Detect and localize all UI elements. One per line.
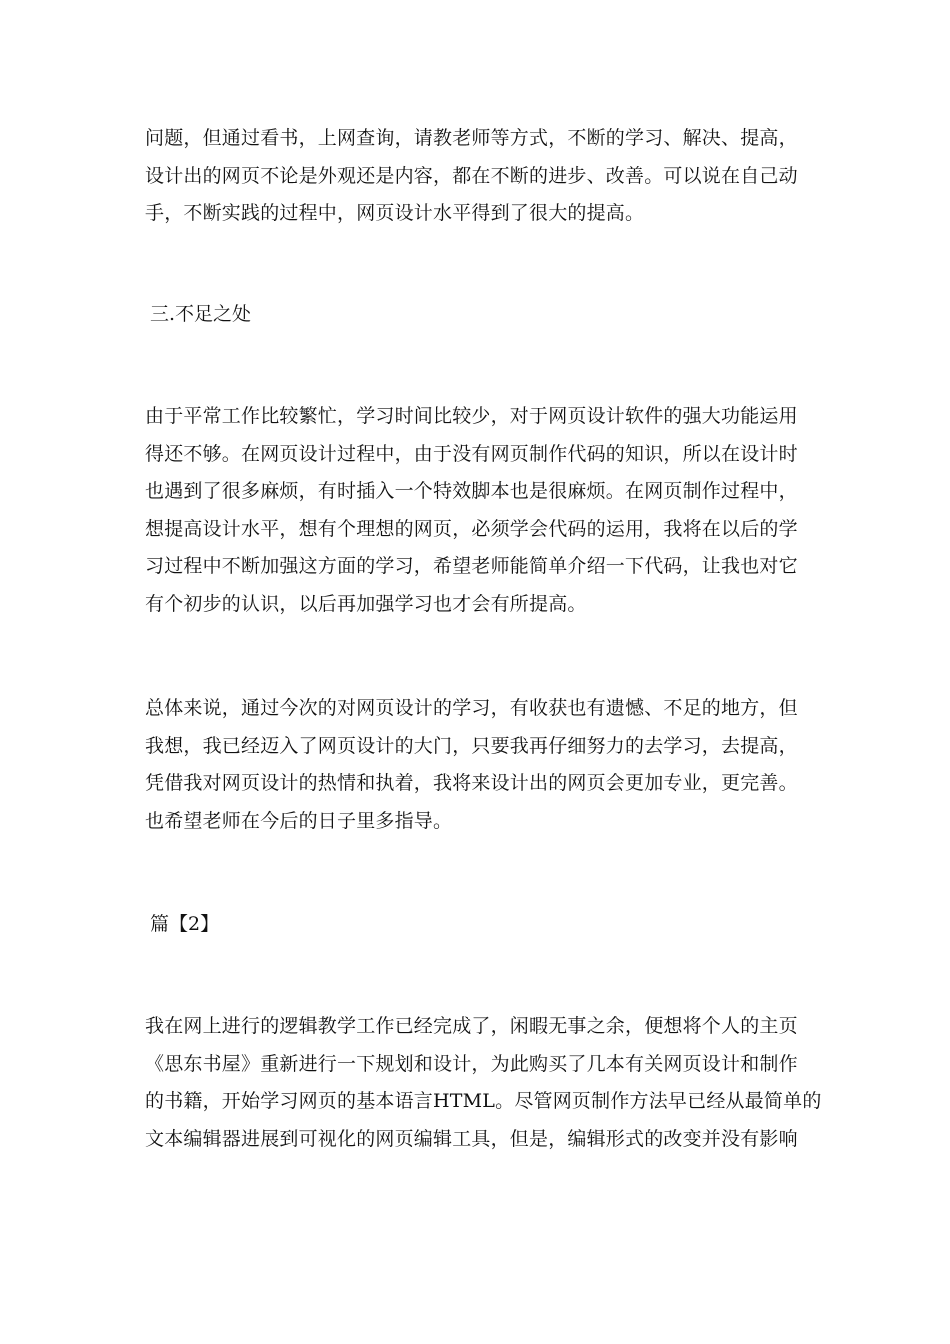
paragraph-3 [145,690,810,840]
paragraph-line: 文本编辑器进展到可视化的网页编辑工具，但是，编辑形式的改变并没有影响 [145,1127,798,1150]
paragraph-line: 我想，我已经迈入了网页设计的大门，只要我再仔细努力的去学习，去提高， [145,734,798,757]
paragraph-1 [145,120,810,233]
paragraph-line: 想提高设计水平，想有个理想的网页，必须学会代码的运用，我将在以后的学 [145,517,798,540]
paragraph-line: 也希望老师在今后的日子里多指导。 [145,809,453,832]
paragraph-line: 有个初步的认识，以后再加强学习也才会有所提高。 [145,592,587,615]
section-heading-part-2: 篇【2】 [150,913,220,935]
paragraph-line: 由于平常工作比较繁忙，学习时间比较少，对于网页设计软件的强大功能运用 [145,405,798,427]
paragraph-line: 问题，但通过看书，上网查询，请教老师等方式，不断的学习、解决、提高， [145,127,798,149]
paragraph-line: 习过程中不断加强这方面的学习，希望老师能简单介绍一下代码，让我也对它 [145,555,798,577]
paragraph-line: 手，不断实践的过程中，网页设计水平得到了很大的提高。 [145,202,645,224]
paragraph-line: 《思东书屋》重新进行一下规划和设计，为此购买了几本有关网页设计和制作 [145,1052,798,1075]
paragraph-2 [145,398,810,623]
paragraph-4 [145,1008,822,1158]
paragraph-line: 总体来说，通过今次的对网页设计的学习，有收获也有遗憾、不足的地方，但 [145,697,798,719]
section-heading-shortcomings: 三.不足之处 [150,303,252,325]
paragraph-line: 也遇到了很多麻烦，有时插入一个特效脚本也是很麻烦。在网页制作过程中， [145,480,798,502]
paragraph-line: 设计出的网页不论是外观还是内容，都在不断的进步、改善。可以说在自己动 [145,164,798,187]
paragraph-line: 凭借我对网页设计的热情和执着，我将来设计出的网页会更加专业，更完善。 [145,772,798,794]
paragraph-line: 得还不够。在网页设计过程中，由于没有网页制作代码的知识，所以在设计时 [145,442,798,465]
paragraph-line: 的书籍，开始学习网页的基本语言HTML。尽管网页制作方法早已经从最简单的 [145,1090,822,1112]
paragraph-line: 我在网上进行的逻辑教学工作已经完成了，闲暇无事之余，便想将个人的主页 [145,1015,798,1037]
